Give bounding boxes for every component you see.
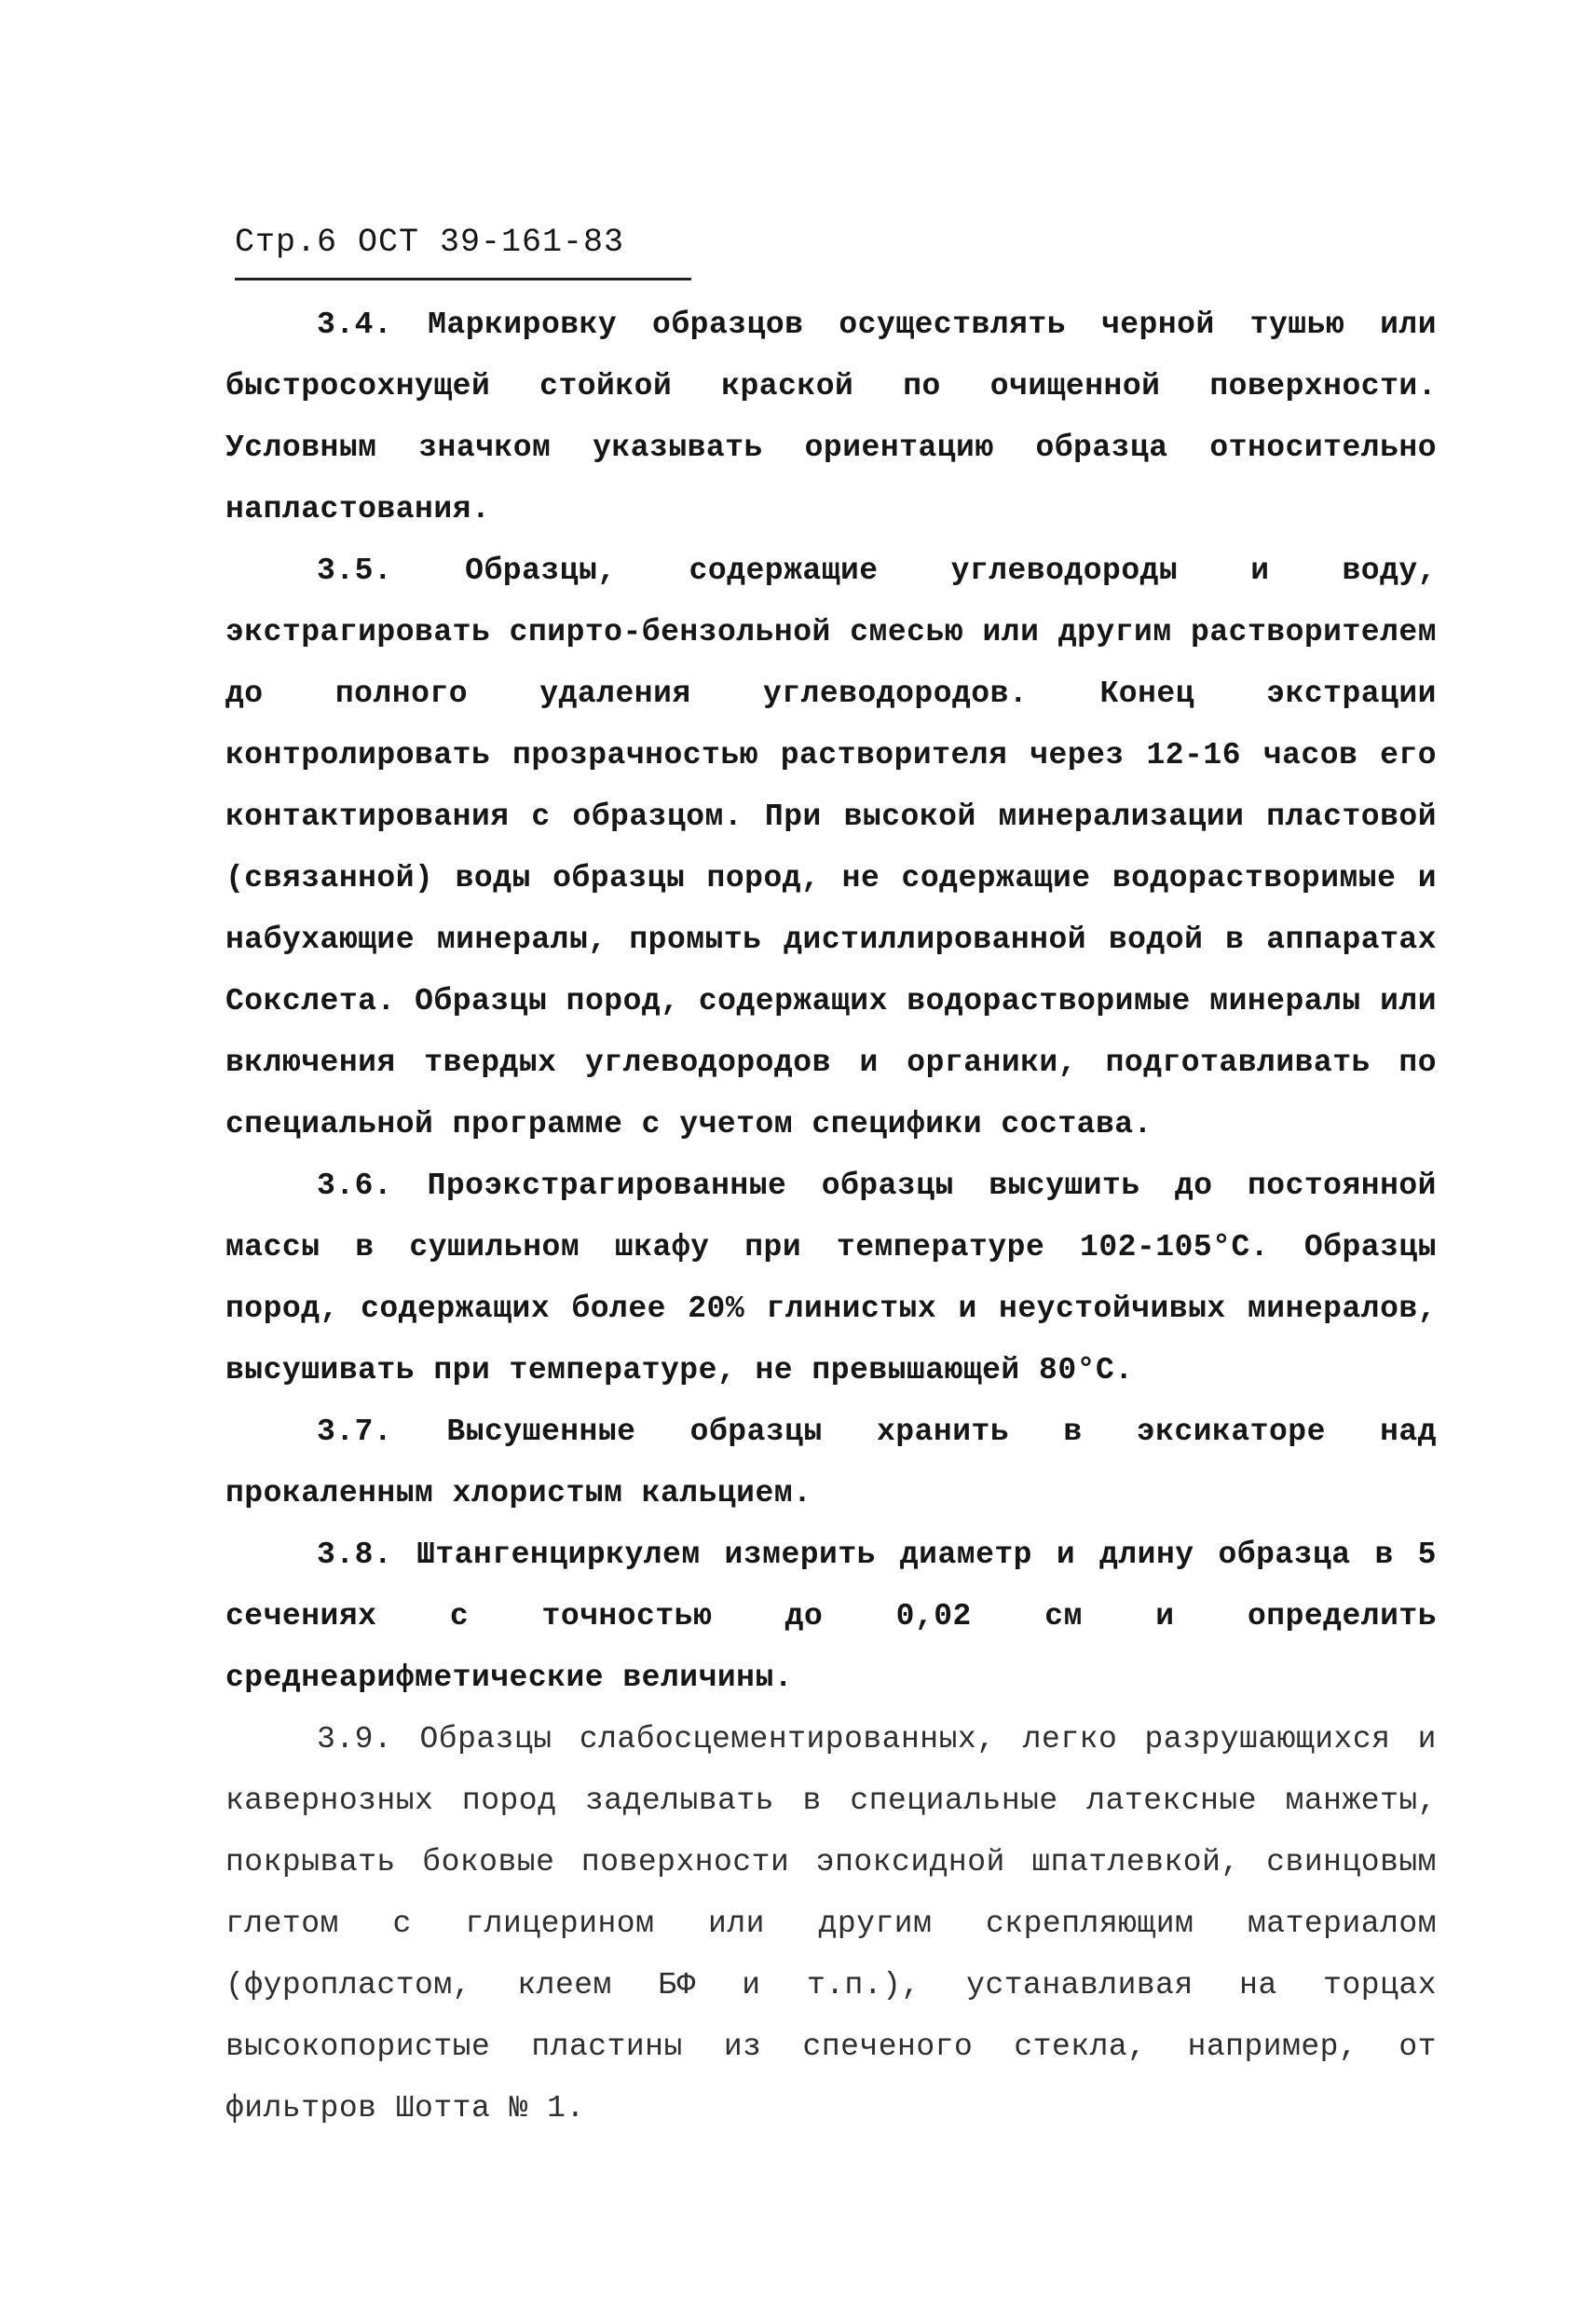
paragraph-3-9: 3.9. Образцы слабосцементированных, легко разрушающихся и кавернозных пород заделывать в специальные латексные манжеты, покрывать боковые поверхности эпоксидной шпатлевкой, свинцовым глетом с глицерином или другим скрепляющим материалом (фуропластом, клеем БФ и т.п.), устанавливая на торцах высокопористые пластины из спеченого стекла, например, от фильтров Шотта № 1. [225, 1722, 1437, 2125]
header-underline [235, 278, 691, 280]
page-header: Стр.6 ОСТ 39-161-83 [235, 224, 625, 261]
document-body [225, 294, 1437, 2139]
paragraph-3-5: 3.5. Образцы, содержащие углеводороды и воду, экстрагировать спирто-бензольной смесью или другим растворителем до полного удаления углеводородов. Конец экстрации контролировать прозрачностью растворителя через 12-16 часов его контактирования с образцом. При высокой минерализации пластовой (связанной) воды образцы пород, не содержащие водорастворимые и набухающие минералы, промыть дистиллированной водой в аппаратах Сокслета. Образцы пород, содержащих водорастворимые минералы или включения твердых углеводородов и органики, подготавливать по специальной программе с учетом специфики состава. [225, 554, 1437, 1141]
paragraph-3-7: 3.7. Высушенные образцы хранить в эксикаторе над прокаленным хлористым кальцием. [225, 1415, 1437, 1510]
paragraph-3-8: 3.8. Штангенциркулем измерить диаметр и длину образца в 5 сечениях с точностью до 0,02 см и определить среднеарифметические величины. [225, 1538, 1437, 1695]
paragraph-3-4: 3.4. Маркировку образцов осуществлять черной тушью или быстросохнущей стойкой краской по очищенной поверхности. Условным значком указывать ориентацию образца относительно напластования. [225, 308, 1437, 526]
paragraph-3-6: 3.6. Проэкстрагированные образцы высушить до постоянной массы в сушильном шкафу при температуре 102-105°С. Образцы пород, содержащих более 20% глинистых и неустойчивых минералов, высушивать при температуре, не превышающей 80°С. [225, 1169, 1437, 1387]
